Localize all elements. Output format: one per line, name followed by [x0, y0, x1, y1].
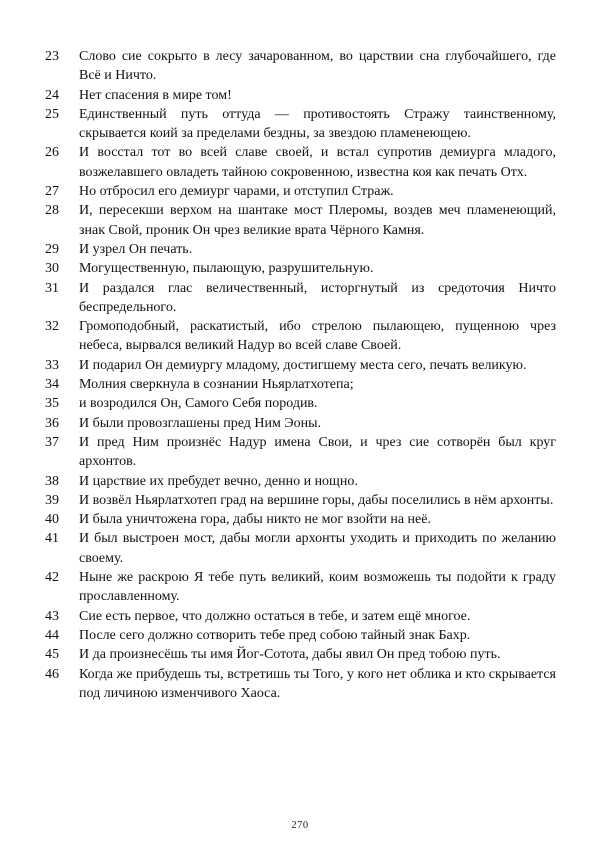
verse-row [45, 317, 556, 356]
verse-number: 37 [45, 434, 59, 450]
verse-text: После сего должно сотворить тебе пред собою тайный знак Бахр. [79, 627, 471, 643]
verse-number: 25 [45, 106, 59, 122]
verse-number: 46 [45, 666, 59, 682]
verse-row [45, 665, 556, 704]
verse-number: 38 [45, 473, 59, 489]
verse-number: 32 [45, 319, 59, 335]
verse-row [45, 279, 556, 318]
verse-text: И была уничтожена гора, дабы никто не мог взойти на неё. [79, 512, 431, 528]
verse-row [45, 510, 556, 529]
verse-text: Нет спасения в мире том! [79, 87, 232, 103]
verse-number: 23 [45, 49, 59, 64]
verse-text: Единственный путь оттуда — противостоять Стражу таинственному, скрывается коий за пределами бездны, за звездою пламенеющею. [79, 106, 556, 142]
verse-text: Слово сие сокрыто в лесу зачарованном, во царствии сна глубочайшего, где Всё и Ничто. [79, 49, 556, 84]
verse-number: 34 [45, 377, 59, 393]
verse-text: И подарил Он демиургу младому, достигшему места сего, печать великую. [79, 357, 527, 373]
verse-number: 41 [45, 531, 59, 547]
verse-row [45, 240, 556, 259]
verse-number: 35 [45, 396, 59, 412]
verse-number: 24 [45, 87, 59, 103]
verse-number: 30 [45, 261, 59, 277]
verse-text: Громоподобный, раскатистый, ибо стрелою пылающею, пущенною чрез небеса, вырвался великий Надур во всей славе Своей. [79, 319, 556, 354]
verse-number: 36 [45, 415, 59, 431]
verse-row [45, 645, 556, 664]
verse-number: 43 [45, 608, 59, 624]
verse-number: 33 [45, 357, 59, 373]
verse-number: 27 [45, 184, 59, 200]
verse-number: 40 [45, 512, 59, 528]
verse-row [45, 529, 556, 568]
verse-number: 44 [45, 627, 59, 643]
verse-text: И были провозглашены пред Ним Эоны. [79, 415, 322, 431]
verse-row [45, 182, 556, 201]
verse-text: И был выстроен мост, дабы могли архонты уходить и приходить по желанию своему. [79, 531, 556, 566]
verse-row [45, 414, 556, 433]
verse-text: Сие есть первое, что должно остаться в тебе, и затем ещё многое. [79, 608, 471, 624]
verse-number: 39 [45, 492, 59, 508]
verse-text: И узрел Он печать. [79, 241, 193, 257]
verse-text: И царствие их пребудет вечно, денно и нощно. [79, 473, 358, 489]
verse-text: Молния сверкнула в сознании Ньярлатхотепа; [79, 377, 354, 393]
verse-text: И да произнесёшь ты имя Йог-Сотота, дабы явил Он пред тобою путь. [79, 647, 501, 663]
verse-number: 28 [45, 203, 59, 219]
verse-row [45, 356, 556, 375]
verse-row [45, 626, 556, 645]
verse-text: Когда же прибудешь ты, встретишь ты Того, у кого нет облика и кто скрывается под личиною изменчивого Хаоса. [79, 666, 556, 701]
verse-text: И восстал тот во всей славе своей, и встал супротив демиурга младого, возжелавшего овладеть тайною сокровенною, известна коя как печать Отх. [79, 145, 556, 180]
verse-row [45, 433, 556, 472]
verse-text: и возродился Он, Самого Себя породив. [79, 396, 318, 412]
verse-text: И раздался глас величественный, исторгнутый из средоточия Ничто беспредельного. [79, 280, 556, 315]
verse-row [45, 491, 556, 510]
verse-row [45, 47, 556, 86]
verse-row [45, 259, 556, 278]
verse-row [45, 472, 556, 491]
verse-text: Но отбросил его демиург чарами, и отступил Страж. [79, 184, 394, 200]
verse-number: 31 [45, 280, 59, 296]
verse-row [45, 607, 556, 626]
verse-text: И возвёл Ньярлатхотеп град на вершине горы, дабы поселились в нём архонты. [79, 492, 554, 508]
page-number: 270 [291, 820, 309, 831]
verse-row [45, 394, 556, 413]
verse-row [45, 105, 556, 144]
verse-number: 45 [45, 647, 59, 663]
verse-row [45, 143, 556, 182]
verse-number: 42 [45, 570, 59, 586]
verse-text: И пред Ним произнёс Надур имена Свои, и чрез сие сотворён был круг архонтов. [79, 434, 556, 470]
verse-row [45, 568, 556, 607]
verse-row [45, 201, 556, 240]
verse-text: Ныне же раскрою Я тебе путь великий, коим возможешь ты подойти к граду прославленному. [79, 570, 556, 605]
verse-number: 29 [45, 241, 59, 257]
verse-row [45, 86, 556, 105]
verse-text: И, пересекши верхом на шантаке мост Плеромы, воздев меч пламенеющий, знак Свой, проник Он чрез великие врата Чёрного Камня. [79, 203, 556, 238]
verse-number: 26 [45, 145, 59, 161]
verse-row [45, 375, 556, 394]
verse-list [45, 47, 556, 703]
verse-text: Могущественную, пылающую, разрушительную. [79, 261, 374, 277]
